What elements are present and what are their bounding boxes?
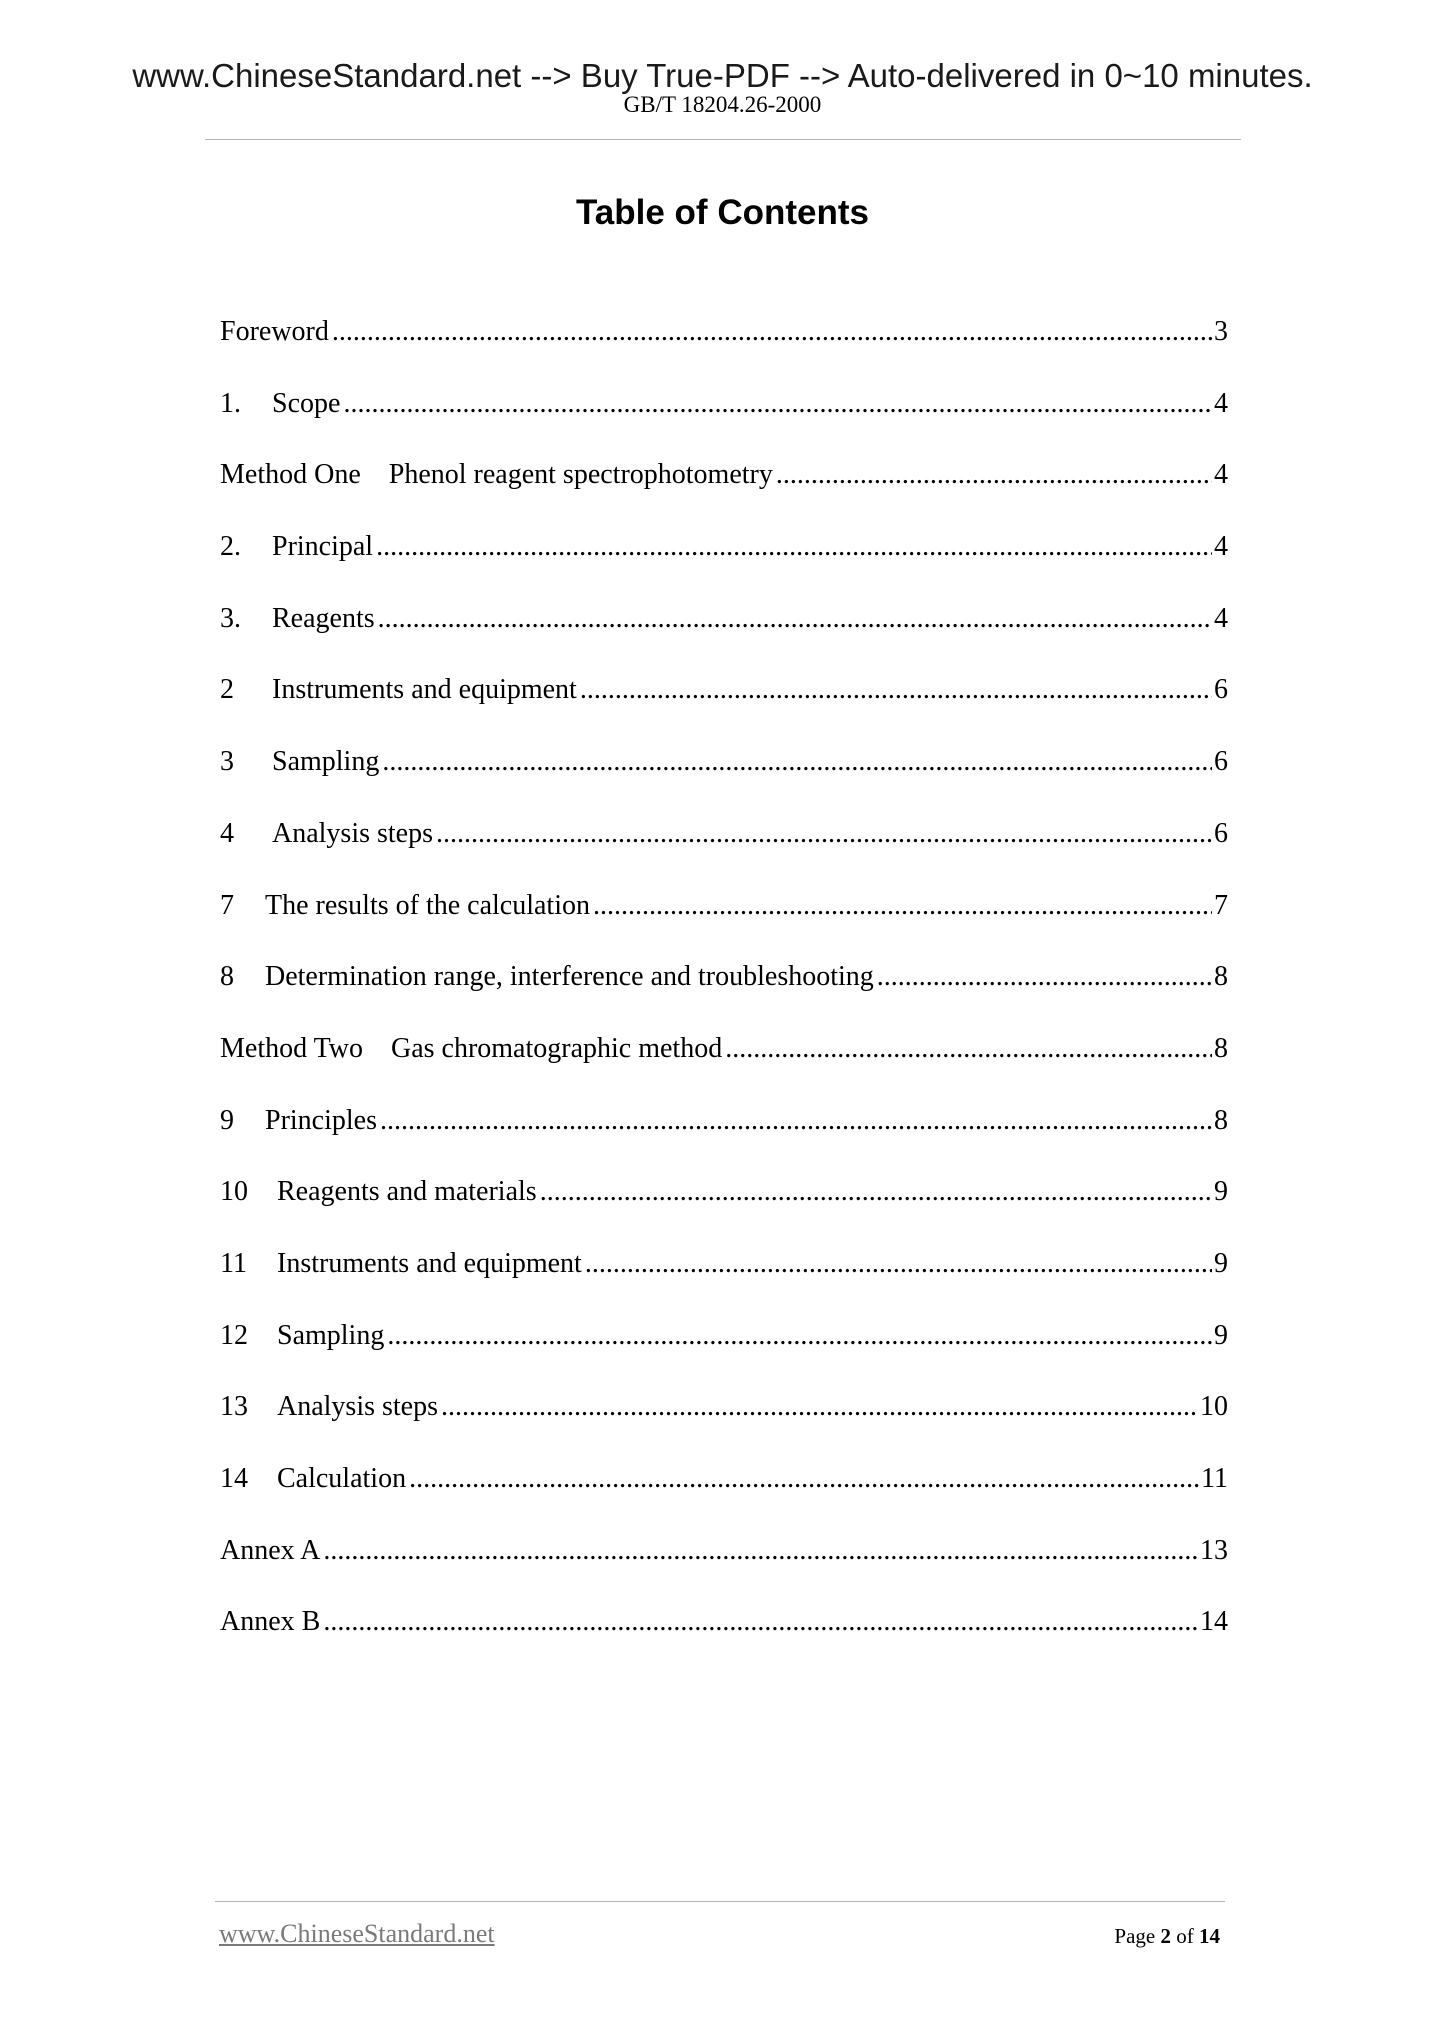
- page-title: Table of Contents: [576, 193, 869, 232]
- toc-entry[interactable]: [220, 1244, 1228, 1316]
- toc-entry-page: 6: [1214, 674, 1228, 706]
- toc-entry[interactable]: [220, 670, 1228, 742]
- toc-dot-leader: [343, 384, 1212, 424]
- toc-entry-page: 9: [1214, 1319, 1228, 1351]
- toc-entry-title: Principles: [265, 1104, 377, 1136]
- toc-dot-leader: [387, 1316, 1212, 1356]
- toc-entry-title: Scope: [272, 387, 341, 419]
- toc-dot-leader: [323, 1531, 1198, 1571]
- top-banner: www.ChineseStandard.net --> Buy True-PDF --> Auto-delivered in 0~10 minutes.: [132, 57, 1313, 94]
- toc-entry-page: 8: [1214, 1104, 1228, 1136]
- toc-dot-leader: [593, 886, 1212, 926]
- toc-entry-page: 6: [1214, 817, 1228, 849]
- toc-dot-leader: [409, 1459, 1199, 1499]
- toc-dot-leader: [323, 1602, 1198, 1642]
- toc-entry-page: 3: [1214, 316, 1228, 347]
- footer-website-link[interactable]: www.ChineseStandard.net: [219, 1919, 495, 1948]
- toc-entry-number: 1.: [220, 387, 241, 419]
- toc-entry-page: 8: [1214, 1032, 1228, 1064]
- toc-entry-number: 12: [220, 1319, 248, 1351]
- toc-entry-number: 9: [220, 1104, 234, 1136]
- toc-entry-title: Analysis steps: [277, 1391, 438, 1423]
- toc-entry-number: 4: [220, 817, 234, 849]
- toc-entry-page: 9: [1214, 1176, 1228, 1208]
- page-total: 14: [1199, 1924, 1220, 1948]
- toc-entry[interactable]: [220, 814, 1228, 886]
- toc-dot-leader: [580, 670, 1212, 710]
- toc-entry[interactable]: [220, 1101, 1228, 1173]
- table-of-contents: [220, 312, 1228, 1674]
- toc-dot-leader: [540, 1172, 1212, 1212]
- toc-dot-leader: [585, 1244, 1212, 1284]
- toc-dot-leader: [376, 527, 1212, 567]
- toc-entry-number: 14: [220, 1463, 248, 1494]
- toc-entry-number: 11: [220, 1247, 247, 1279]
- toc-dot-leader: [877, 957, 1212, 997]
- toc-entry-number: 10: [220, 1176, 248, 1208]
- toc-entry[interactable]: [220, 1316, 1228, 1388]
- toc-entry-title: Method One Phenol reagent spectrophotometry: [220, 459, 773, 491]
- toc-entry-page: 9: [1214, 1247, 1228, 1279]
- toc-entry[interactable]: [220, 1029, 1228, 1101]
- toc-entry-page: 13: [1200, 1534, 1228, 1566]
- toc-entry[interactable]: [220, 599, 1228, 671]
- toc-entry-page: 11: [1201, 1463, 1228, 1494]
- toc-entry-title: Determination range, interference and troubleshooting: [265, 961, 874, 993]
- toc-entry[interactable]: [220, 1387, 1228, 1459]
- toc-entry[interactable]: [220, 1459, 1228, 1531]
- toc-entry-page: 7: [1214, 889, 1228, 921]
- toc-entry[interactable]: [220, 312, 1228, 384]
- toc-entry-title: Annex B: [220, 1606, 321, 1638]
- toc-entry-title: Sampling: [272, 746, 380, 778]
- toc-entry[interactable]: [220, 886, 1228, 958]
- toc-entry[interactable]: [220, 527, 1228, 599]
- toc-dot-leader: [436, 814, 1212, 854]
- toc-entry-number: 7: [220, 889, 234, 921]
- toc-entry-title: Instruments and equipment: [272, 674, 577, 706]
- toc-entry-number: 2: [220, 674, 234, 706]
- toc-entry-page: 10: [1200, 1391, 1228, 1423]
- toc-dot-leader: [378, 599, 1212, 639]
- footer-divider: [215, 1901, 1225, 1902]
- toc-dot-leader: [332, 312, 1212, 352]
- toc-entry-page: 4: [1214, 387, 1228, 419]
- footer-page-number: [1114, 1922, 1220, 1950]
- document-number: GB/T 18204.26-2000: [623, 92, 822, 117]
- toc-entry-number: 13: [220, 1391, 248, 1423]
- toc-dot-leader: [776, 455, 1212, 495]
- toc-entry-title: Foreword: [220, 316, 329, 347]
- toc-entry-number: 2.: [220, 531, 241, 563]
- header-divider: [205, 139, 1241, 140]
- toc-entry-title: Analysis steps: [272, 817, 433, 849]
- toc-entry-title: Reagents and materials: [277, 1176, 537, 1208]
- page-current: 2: [1160, 1924, 1171, 1948]
- toc-entry-page: 6: [1214, 746, 1228, 778]
- toc-entry[interactable]: [220, 455, 1228, 527]
- toc-entry-page: 4: [1214, 459, 1228, 491]
- toc-entry-page: 8: [1214, 961, 1228, 993]
- page-label: Page: [1114, 1924, 1156, 1948]
- toc-entry-title: Reagents: [272, 602, 375, 634]
- toc-entry-number: 3.: [220, 602, 241, 634]
- toc-entry-number: 8: [220, 961, 234, 993]
- toc-entry-title: Principal: [272, 531, 374, 563]
- toc-dot-leader: [441, 1387, 1198, 1427]
- toc-dot-leader: [380, 1101, 1212, 1141]
- toc-entry-title: Instruments and equipment: [277, 1247, 582, 1279]
- toc-entry-page: 4: [1214, 602, 1228, 634]
- toc-entry[interactable]: [220, 384, 1228, 456]
- toc-entry-title: Sampling: [277, 1319, 385, 1351]
- toc-entry-page: 14: [1200, 1606, 1228, 1638]
- toc-entry-number: 3: [220, 746, 234, 778]
- toc-dot-leader: [725, 1029, 1212, 1069]
- toc-entry[interactable]: [220, 1531, 1228, 1603]
- page-of-label: of: [1176, 1924, 1194, 1948]
- toc-entry[interactable]: [220, 957, 1228, 1029]
- toc-entry-title: Annex A: [220, 1534, 321, 1566]
- toc-entry[interactable]: [220, 1172, 1228, 1244]
- toc-entry-title: Calculation: [277, 1463, 407, 1494]
- toc-entry-page: 4: [1214, 531, 1228, 563]
- toc-entry[interactable]: [220, 742, 1228, 814]
- toc-entry-title: Method Two Gas chromatographic method: [220, 1032, 723, 1064]
- toc-entry[interactable]: [220, 1602, 1228, 1674]
- toc-dot-leader: [382, 742, 1212, 782]
- toc-entry-title: The results of the calculation: [265, 889, 590, 921]
